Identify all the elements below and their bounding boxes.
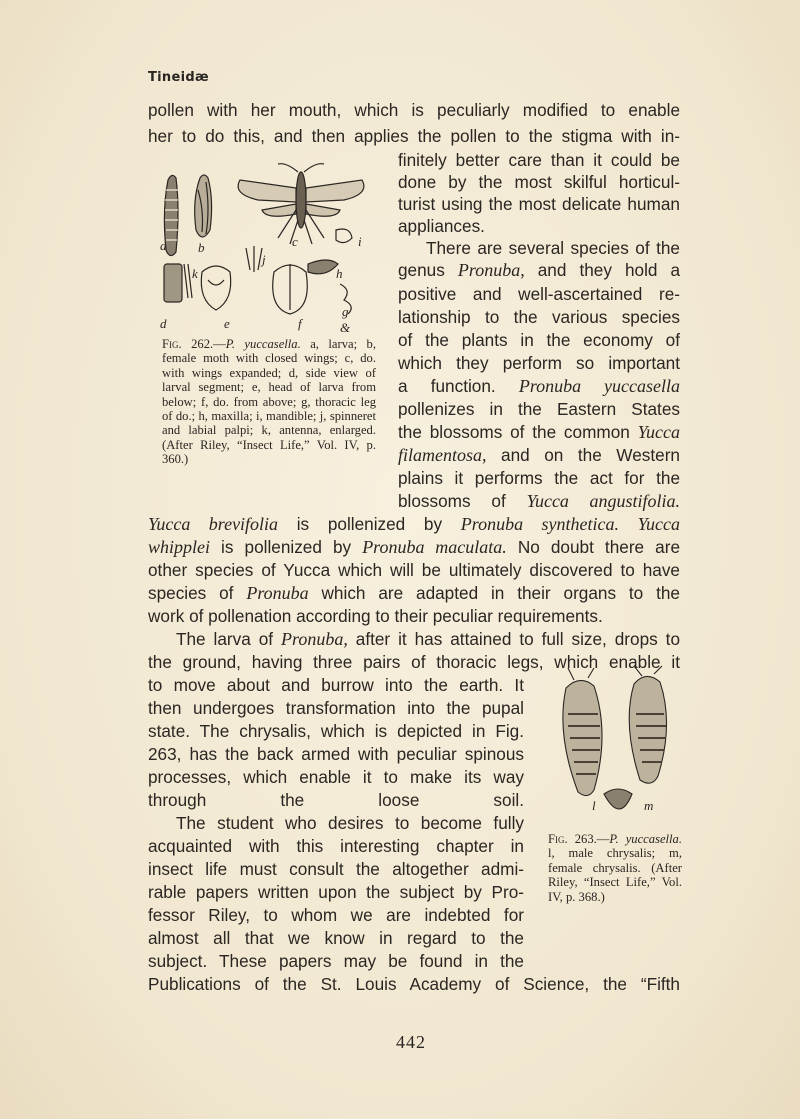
figure-262-illustration <box>158 160 384 336</box>
text-line: species of Pronuba which are adapted in their organs to the <box>148 583 680 603</box>
figure-263-illustration <box>548 664 684 830</box>
male-chrysalis-drawing <box>563 668 602 796</box>
text-line: pollenizes in the Eastern States <box>398 399 680 419</box>
figure-label: f <box>298 316 302 331</box>
figure-label: d <box>160 316 167 331</box>
text-line: filamentosa, and on the Western <box>398 445 680 465</box>
text-line: a function. Pronuba yuccasella <box>398 376 681 396</box>
text-line: processes, which enable it to make its way <box>148 767 524 787</box>
figure-label: j <box>262 252 266 267</box>
text-line: The larva of Pronuba, after it has attained to full size, drops to <box>176 629 680 649</box>
text-line: of the plants in the economy of <box>398 330 680 350</box>
figure-label: & <box>340 320 351 335</box>
closed-moth-drawing <box>195 175 212 237</box>
text-line: turist using the most delicate human <box>398 194 680 214</box>
segment-drawing <box>164 264 182 302</box>
larva-head-below-drawing <box>201 266 230 310</box>
text-line: appliances. <box>398 216 485 236</box>
text-line: work of pollenation according to their peculiar requirements. <box>148 606 603 626</box>
figure-label: g <box>342 304 349 319</box>
text-line: the blossoms of the common Yucca <box>398 422 680 442</box>
text-line: rable papers written upon the subject by Pro- <box>148 882 524 902</box>
figure-label: l <box>592 798 596 813</box>
text-line: subject. These papers may be found in the <box>148 951 524 971</box>
figure-263-caption: Fig. 263.—P. yuccasella. l, male chrysalis; m, female chrysalis. (After Riley, “Insect Life,” Vol. IV, p. 368.) <box>548 832 682 904</box>
figure-label: e <box>224 316 230 331</box>
text-line: positive and well-ascertained re- <box>398 284 680 304</box>
figure-label: k <box>192 266 198 281</box>
text-line: through the loose soil. <box>148 790 524 810</box>
text-line: acquainted with this interesting chapter in <box>148 836 524 856</box>
text-line: The student who desires to become fully <box>176 813 524 833</box>
antenna-drawing <box>184 264 192 298</box>
text-line: other species of Yucca which will be ultimately discovered to have <box>148 560 680 580</box>
text-line: finitely better care than it could be <box>398 150 680 170</box>
maxilla-drawing <box>308 260 338 274</box>
text-line: the ground, having three pairs of thoracic legs, which enable it <box>148 652 680 672</box>
text-line: Publications of the St. Louis Academy of Science, the “Fifth <box>148 974 680 994</box>
text-line: pollen with her mouth, which is peculiarly modified to enable <box>148 100 680 120</box>
figure-label: m <box>644 798 654 813</box>
text-line: 263, has the back armed with peculiar spinous <box>148 744 524 764</box>
figure-label: i <box>358 234 362 249</box>
figure-label: h <box>336 266 343 281</box>
text-line: blossoms of Yucca angustifolia. <box>398 491 680 511</box>
text-line: done by the most skilful horticul- <box>398 172 680 192</box>
text-line: whipplei is pollenized by Pronuba maculata. No doubt there are <box>148 537 681 557</box>
text-line: fessor Riley, to whom we are indebted for <box>148 905 524 925</box>
figure-262-caption: Fig. 262.—P. yuccasella. a, larva; b, female moth with closed wings; c, do. with wings expanded; d, side view of larval segment; e, head of larva from below; f, do. from above; g, thoracic leg of do.; h, maxilla; i, mandible; j, spinneret and labial palpi; k, antenna, enlarged. (After Riley, “Insect Life,” Vol. IV, p. 360.) <box>162 337 376 467</box>
text-line: then undergoes transformation into the pupal <box>148 698 524 718</box>
page-number: 442 <box>396 1032 426 1052</box>
expanded-moth-drawing <box>238 164 364 244</box>
running-head: Tineidæ <box>148 70 209 85</box>
text-line: There are several species of the <box>426 238 680 258</box>
text-line: state. The chrysalis, which is depicted in Fig. <box>148 721 524 741</box>
text-line: almost all that we know in regard to the <box>148 928 524 948</box>
figure-label: b <box>198 240 205 255</box>
figure-label: a <box>160 238 167 253</box>
text-line: Yucca brevifolia is pollenized by Pronuba synthetica. Yucca <box>148 514 680 534</box>
female-chrysalis-drawing <box>629 666 666 783</box>
text-line: which they perform so important <box>398 353 680 373</box>
text-line: lationship to the various species <box>398 307 680 327</box>
mandible-drawing <box>336 229 352 243</box>
text-line: her to do this, and then applies the pollen to the stigma with in- <box>148 126 680 146</box>
text-line: plains it performs the act for the <box>398 468 680 488</box>
figure-label: c <box>292 234 298 249</box>
spinneret-drawing <box>246 246 262 272</box>
chrysalis-spines-drawing <box>604 789 632 809</box>
text-line: to move about and burrow into the earth. It <box>148 675 524 695</box>
text-line: genus Pronuba, and they hold a <box>398 260 681 280</box>
text-line: insect life must consult the altogether admi- <box>148 859 524 879</box>
